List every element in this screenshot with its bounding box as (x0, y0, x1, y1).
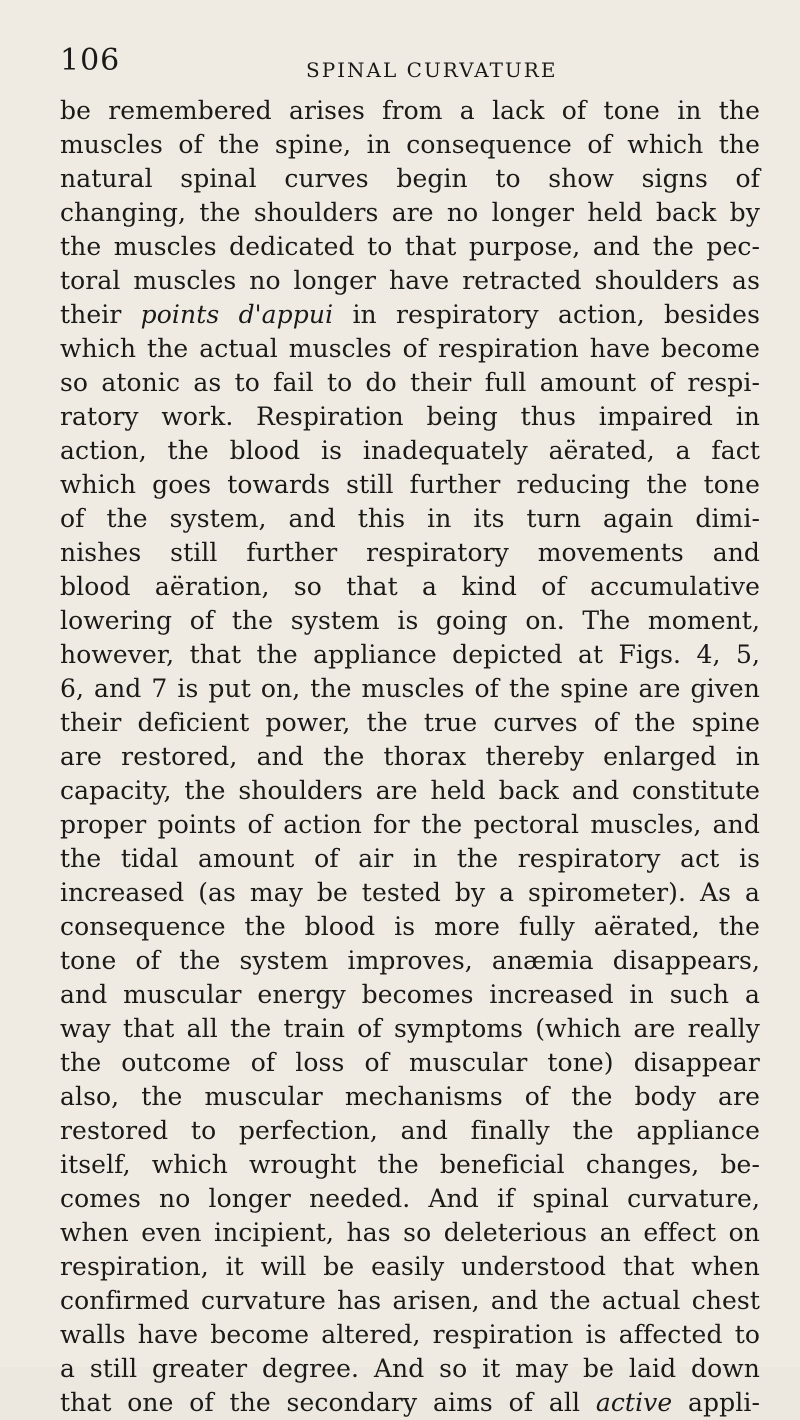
text-line-with-italic: their points d'appui in respiratory action, besides (60, 300, 760, 329)
text-line: tone of the system improves, anæmia disappears, (60, 946, 760, 975)
text-line: natural spinal curves begin to show signs of (60, 164, 760, 193)
text-line: proper points of action for the pectoral muscles, and (60, 810, 760, 839)
text-line: consequence the blood is more fully aërated, the (60, 912, 760, 941)
text-line: be remembered arises from a lack of tone in the (60, 96, 760, 125)
text-line: their deficient power, the true curves of the spine (60, 708, 760, 737)
text-line: toral muscles no longer have retracted shoulders as (60, 266, 760, 295)
text-line: capacity, the shoulders are held back and constitute (60, 776, 760, 805)
text-line: which the actual muscles of respiration have become (60, 334, 760, 363)
text-line: walls have become altered, respiration is affected to (60, 1320, 760, 1349)
italic-phrase: active (595, 1388, 673, 1417)
text-line: action, the blood is inadequately aërated, a fact (60, 436, 760, 465)
text-line: comes no longer needed. And if spinal curvature, (60, 1184, 760, 1213)
text-line: however, that the appliance depicted at Figs. 4, 5, (60, 640, 760, 669)
text-line: so atonic as to fail to do their full amount of respi- (60, 368, 760, 397)
text-line: also, the muscular mechanisms of the body are (60, 1082, 760, 1111)
text-line-with-italic: that one of the secondary aims of all active appli- (60, 1388, 760, 1417)
body-paragraph (60, 94, 760, 1420)
text-line: a still greater degree. And so it may be laid down (60, 1354, 760, 1383)
text-line: of the system, and this in its turn again dimi- (60, 504, 760, 533)
text-line: the outcome of loss of muscular tone) disappear (60, 1048, 760, 1077)
text-line: muscles of the spine, in consequence of which the (60, 130, 760, 159)
text-line: ratory work. Respiration being thus impaired in (60, 402, 760, 431)
text-line: the tidal amount of air in the respiratory act is (60, 844, 760, 873)
text-line: respiration, it will be easily understood that when (60, 1252, 760, 1281)
text-line: increased (as may be tested by a spirometer). As a (60, 878, 760, 907)
text-line: nishes still further respiratory movements and (60, 538, 760, 567)
text-line: the muscles dedicated to that purpose, and the pec- (60, 232, 760, 261)
running-title: SPINAL CURVATURE (306, 58, 558, 82)
text-line: 6, and 7 is put on, the muscles of the spine are given (60, 674, 760, 703)
text-line: lowering of the system is going on. The moment, (60, 606, 760, 635)
text-line: way that all the train of symptoms (which are really (60, 1014, 760, 1043)
text-line: which goes towards still further reducing the tone (60, 470, 760, 499)
text-line: itself, which wrought the beneficial changes, be- (60, 1150, 760, 1179)
page-number: 106 (60, 43, 121, 78)
italic-phrase: points d'appui (140, 300, 334, 329)
text-line: changing, the shoulders are no longer held back by (60, 198, 760, 227)
text-line: confirmed curvature has arisen, and the actual chest (60, 1286, 760, 1315)
text-line: and muscular energy becomes increased in such a (60, 980, 760, 1009)
text-line: when even incipient, has so deleterious an effect on (60, 1218, 760, 1247)
text-line: are restored, and the thorax thereby enlarged in (60, 742, 760, 771)
text-line: restored to perfection, and finally the appliance (60, 1116, 760, 1145)
text-line: blood aëration, so that a kind of accumulative (60, 572, 760, 601)
